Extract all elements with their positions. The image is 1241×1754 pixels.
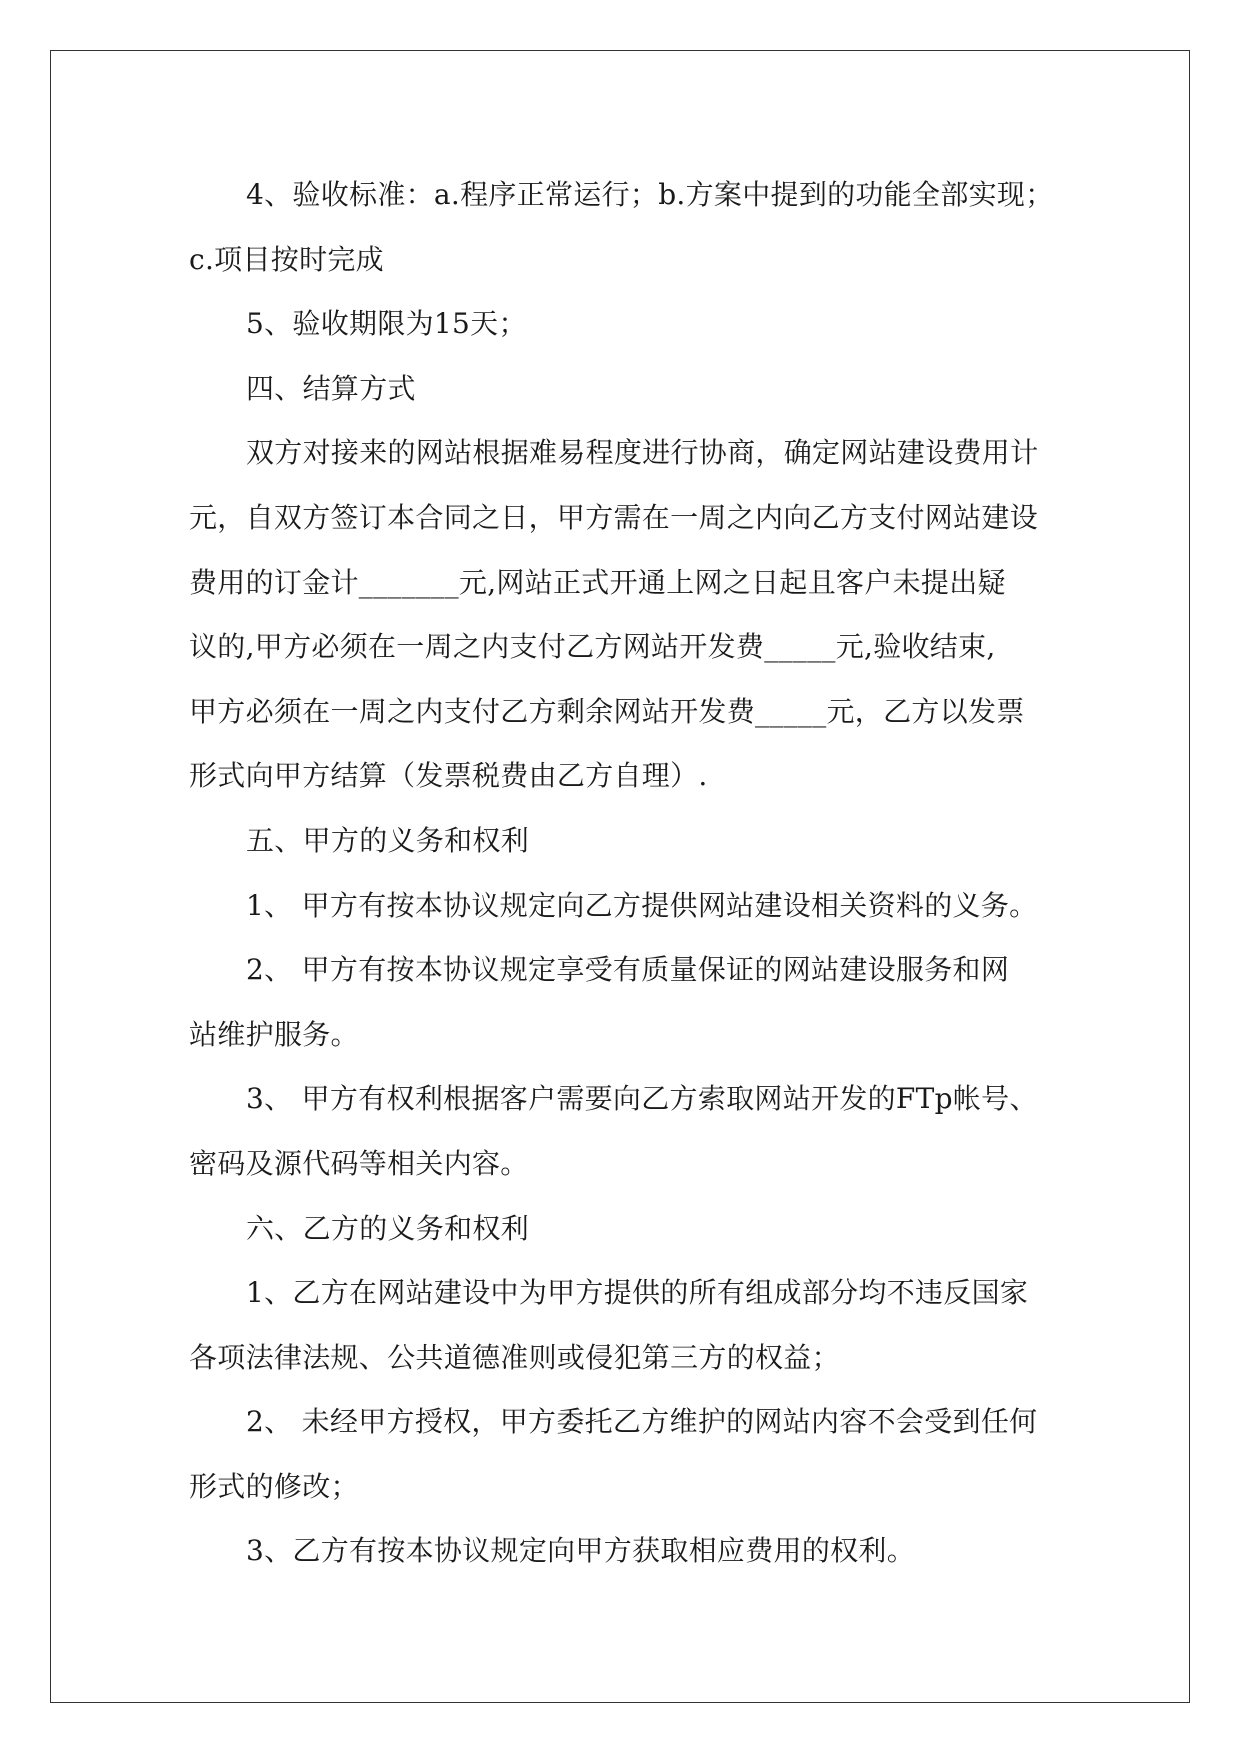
text-line: 甲方必须在一周之内支付乙方剩余网站开发费_____元，乙方以发票	[189, 694, 1025, 728]
text-line: 费用的订金计_______元,网站正式开通上网之日起且客户未提出疑	[189, 565, 1006, 599]
text-line: 4、验收标准：a.程序正常运行；b.方案中提到的功能全部实现；	[246, 178, 1054, 211]
text-line: 各项法律法规、公共道德准则或侵犯第三方的权益；	[189, 1340, 840, 1374]
text-line: 2、 甲方有按本协议规定享受有质量保证的网站建设服务和网	[246, 953, 1010, 987]
text-line: 2、 未经甲方授权，甲方委托乙方维护的网站内容不会受到任何	[246, 1405, 1038, 1439]
text-line: c.项目按时完成	[189, 242, 384, 276]
text-line: 议的,甲方必须在一周之内支付乙方网站开发费_____元,验收结束,	[189, 630, 996, 664]
text-line: 站维护服务。	[189, 1017, 359, 1051]
text-line: 形式向甲方结算（发票税费由乙方自理）.	[189, 759, 708, 793]
document-body	[189, 163, 1059, 1584]
text-line: 5、验收期限为15天；	[246, 307, 527, 341]
section-heading: 六、乙方的义务和权利	[246, 1211, 530, 1245]
text-line: 元，自双方签订本合同之日，甲方需在一周之内向乙方支付网站建设	[189, 500, 1039, 534]
section-heading: 五、甲方的义务和权利	[246, 823, 530, 857]
section-heading: 四、结算方式	[246, 371, 416, 405]
text-line: 形式的修改；	[189, 1469, 359, 1503]
text-line: 1、乙方在网站建设中为甲方提供的所有组成部分均不违反国家	[246, 1276, 1029, 1310]
text-line: 双方对接来的网站根据难易程度进行协商，确定网站建设费用计	[246, 436, 1039, 470]
text-line: 密码及源代码等相关内容。	[189, 1146, 529, 1180]
text-line: 1、 甲方有按本协议规定向乙方提供网站建设相关资料的义务。	[246, 888, 1038, 922]
text-line: 3、乙方有按本协议规定向甲方获取相应费用的权利。	[246, 1534, 916, 1568]
text-line: 3、 甲方有权利根据客户需要向乙方索取网站开发的FTp帐号、	[246, 1082, 1038, 1116]
